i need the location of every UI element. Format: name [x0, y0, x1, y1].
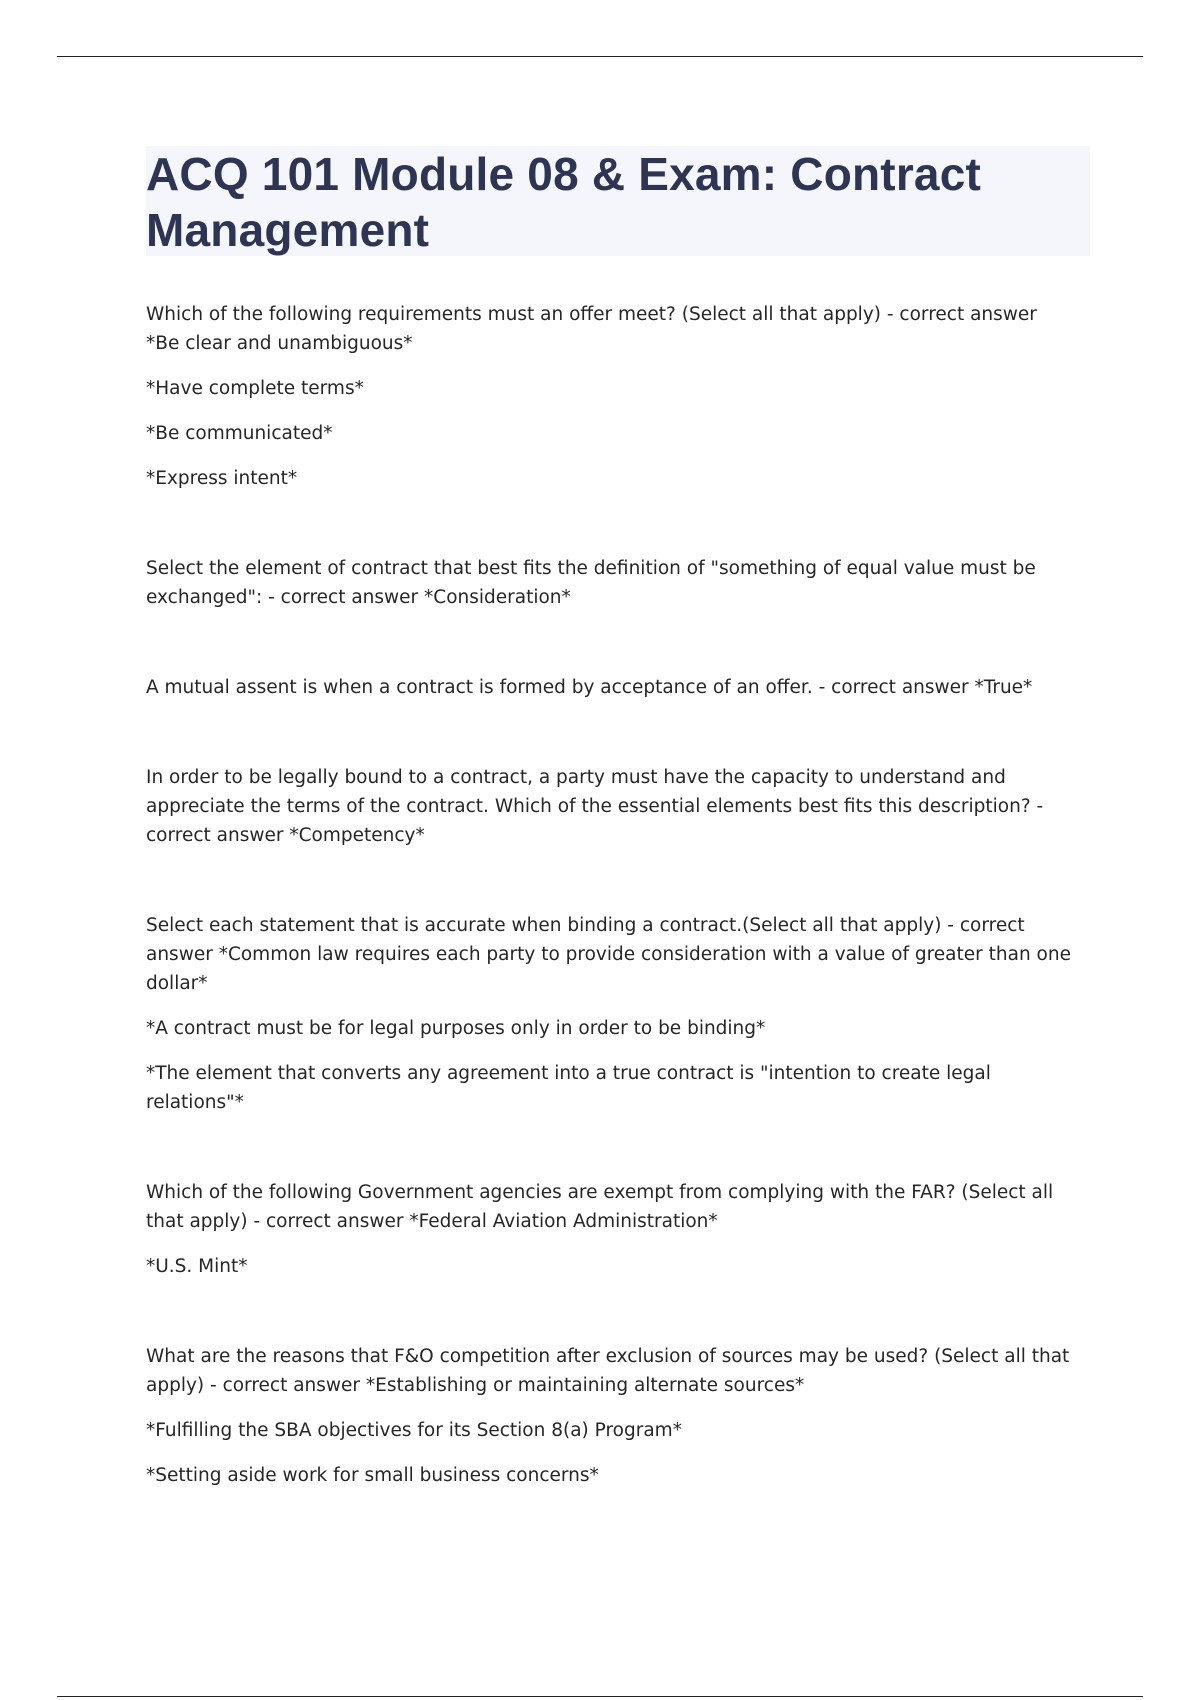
document-body [146, 300, 1076, 1551]
question-text: Which of the following requirements must an offer meet? (Select all that apply) - correct answer *Be clear and unambiguous* [146, 304, 1037, 354]
question-text: Select the element of contract that best fits the definition of "something of equal value must be exchanged": - correct answer *Consideration* [146, 558, 1036, 608]
document-title: ACQ 101 Module 08 & Exam: Contract Management [146, 148, 982, 256]
qa-item-6 [146, 1178, 1076, 1281]
answer-line: *A contract must be for legal purposes only in order to be binding* [146, 1018, 766, 1039]
question-text: A mutual assent is when a contract is formed by acceptance of an offer. - correct answer *True* [146, 677, 1033, 698]
answer-line: *The element that converts any agreement into a true contract is "intention to create legal relations"* [146, 1063, 991, 1113]
question-text: In order to be legally bound to a contract, a party must have the capacity to understand and appreciate the terms of the contract. Which of the essential elements best fits this description? - correct answer *Competency* [146, 767, 1044, 846]
footer-rule [57, 1696, 1143, 1697]
answer-line: *Have complete terms* [146, 378, 364, 399]
question-text: Select each statement that is accurate when binding a contract.(Select all that apply) - correct answer *Common law requires each party to provide consideration with a value of greater than one dollar* [146, 915, 1071, 994]
qa-item-5 [146, 911, 1076, 1117]
question-text: Which of the following Government agencies are exempt from complying with the FAR? (Select all that apply) - correct answer *Federal Aviation Administration* [146, 1182, 1054, 1232]
qa-item-1 [146, 300, 1076, 493]
answer-line: *U.S. Mint* [146, 1256, 248, 1277]
qa-item-4 [146, 763, 1076, 850]
title-banner [146, 146, 1090, 256]
answer-line: *Setting aside work for small business concerns* [146, 1465, 599, 1486]
answer-line: *Be communicated* [146, 423, 333, 444]
qa-item-7 [146, 1342, 1076, 1490]
answer-line: *Express intent* [146, 468, 298, 489]
answer-line: *Fulfilling the SBA objectives for its Section 8(a) Program* [146, 1420, 682, 1441]
question-text: What are the reasons that F&O competition after exclusion of sources may be used? (Select all that apply) - correct answer *Establishing or maintaining alternate sources* [146, 1346, 1070, 1396]
header-rule [57, 56, 1143, 57]
qa-item-3 [146, 673, 1076, 702]
qa-item-2 [146, 554, 1076, 612]
